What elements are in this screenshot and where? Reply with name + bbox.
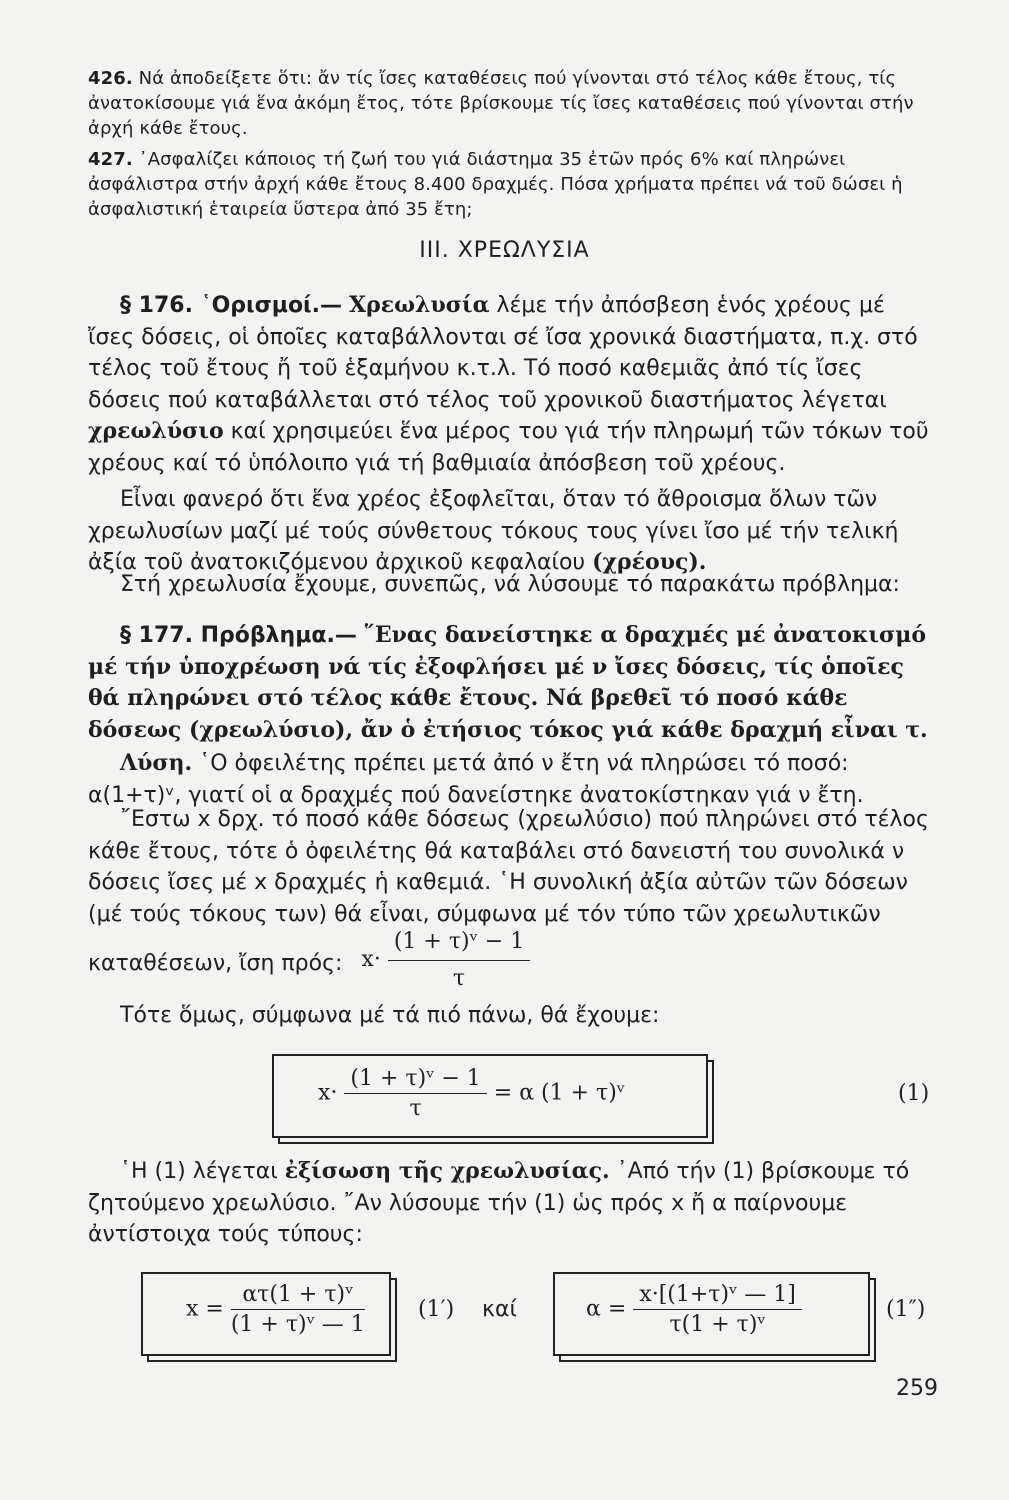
equation-name-paragraph: [88, 1156, 934, 1251]
esto-paragraph: [88, 804, 934, 998]
problem-427-text: ᾿Ασφαλίζει κάποιος τή ζωή του γιά διάστημα 35 ἐτῶν πρός 6% καί πληρώνει ἀσφάλιστρα στήν ἀρχή κάθε ἔτους 8.400 δραχμές. Πόσα χρήματα πρέπει νά τοῦ δώσει ἡ ἀσφαλιστική ἑταιρεία ὕστερα ἀπό 35 ἔτη;: [88, 149, 903, 220]
problem-statement: ῞Ενας δανείστηκε α δραχμές μέ ἀνατοκισμό μέ τήν ὑποχρέωση νά τίς ἐξοφλήσει μέ ν ἴσες δόσεις, τίς ὁποῖες θά πληρώνει στό τέλος κάθε ἔτους. Νά βρεθεῖ τό ποσό κάθε δόσεως (χρεωλύσιο), ἄν ὁ ἐτήσιος τόκος γιά κάθε δραχμή εἶναι τ.: [88, 622, 928, 743]
problem-426-number: 426.: [88, 68, 133, 89]
eq1p-frac-num: ατ(1 + τ)ᵛ: [231, 1282, 365, 1310]
eq1-frac: [344, 1066, 486, 1121]
eq1pp-frac-den: τ(1 + τ)ᵛ: [669, 1312, 766, 1337]
problem-426-text: Νά ἀποδείξετε ὅτι: ἄν τίς ἴσες καταθέσεις πού γίνονται στό τέλος κάθε ἔτους, τίς ἀνατοκίσουμε γιά ἕνα ἀκόμη ἔτος, τότε βρίσκουμε τίς ἴσες καταθέσεις πού γίνονται στήν ἀρχή κάθε ἔτους.: [88, 68, 914, 139]
problem-426: [88, 66, 934, 141]
solution-text: ῾Ο ὀφειλέτης πρέπει μετά ἀπό ν ἔτη νά πληρώσει τό ποσό: α(1+τ)ᵛ, γιατί οἱ α δραχμές πού δανείστηκε ἀνατοκίστηκαν γιά ν ἔτη.: [88, 751, 864, 808]
eq1-x: x·: [318, 1080, 338, 1106]
paragraph-2-end: (χρέους).: [592, 549, 707, 575]
equation-1pp: [586, 1282, 802, 1337]
page-number: 259: [896, 1376, 938, 1401]
eq1p-frac: [231, 1282, 365, 1337]
eq1p-lhs: x =: [186, 1296, 224, 1322]
eq1p-frac-den: (1 + τ)ᵛ — 1: [230, 1312, 365, 1337]
tote-text: Τότε ὅμως, σύμφωνα μέ τά πιό πάνω, θά ἔχουμε:: [120, 1003, 660, 1028]
definition-text-2: καί χρησιμεύει ἕνα μέρος του γιά τήν πληρωμή τῶν τόκων τοῦ χρέους καί τό ὑπόλοιπο γιά τή βαθμιαία ἀπόσβεση τοῦ χρέους.: [88, 419, 929, 476]
section-177-problem: [88, 620, 934, 746]
inline-fraction: [361, 929, 530, 991]
kai-text: καί: [482, 1297, 517, 1322]
inline-frac-den: τ: [452, 965, 466, 991]
paragraph-3-text: Στή χρεωλυσία ἔχουμε, συνεπῶς, νά λύσουμε τό παρακάτω πρόβλημα:: [120, 572, 900, 597]
inline-frac: [388, 926, 530, 994]
eq1pp-frac-num: x·[(1+τ)ᵛ — 1]: [633, 1282, 802, 1310]
term-xreolysio: χρεωλύσιο: [88, 418, 224, 444]
equation-1-label: (1): [898, 1081, 930, 1106]
inline-frac-num: (1 + τ)ᵛ − 1: [388, 926, 530, 961]
eq-name-pre: ῾Η (1) λέγεται: [120, 1159, 278, 1184]
eq1pp-lhs: α =: [586, 1296, 627, 1322]
section-176-definition: [88, 290, 934, 479]
problem-427: [88, 147, 934, 222]
equation-1pp-label: (1″): [886, 1297, 926, 1322]
solution-paragraph: [88, 748, 934, 811]
paragraph-2-text: Εἶναι φανερό ὅτι ἕνα χρέος ἐξοφλεῖται, ὅταν τό ἄθροισμα ὅλων τῶν χρεωλυσίων μαζί μέ τούς σύνθετους τόκους τους γίνει ἴσο μέ τήν τελική ἀξία τοῦ ἀνατοκιζόμενου ἀρχικοῦ κεφαλαίου: [88, 487, 899, 575]
eq1pp-frac: [633, 1282, 802, 1337]
section-176-label: § 176. ῾Ορισμοί.—: [120, 293, 342, 318]
eq-name-post: ᾿Από τήν (1) βρίσκουμε τό ζητούμενο χρεωλύσιο. ῎Αν λύσουμε τήν (1) ὡς πρός x ἤ α παίρνουμε ἀντίστοιχα τούς τύπους:: [88, 1159, 910, 1247]
eq-name: ἐξίσωση τῆς χρεωλυσίας.: [284, 1158, 610, 1184]
equation-1p-label: (1′): [418, 1297, 455, 1322]
eq1-frac-den: τ: [409, 1096, 422, 1121]
esto-text: ῎Εστω x δρχ. τό ποσό κάθε δόσεως (χρεωλύσιο) πού πληρώνει στό τέλος κάθε ἔτους, τότε ὁ ὀφειλέτης θά καταβάλει στό δανειστή του συνολικά ν δόσεις ἴσες μέ x δραχμές ἡ καθεμιά. ῾Η συνολική ἀξία αὐτῶν τῶν δόσεων (μέ τούς τόκους των) θά εἶναι, σύμφωνα μέ τόν τύπο τῶν χρεωλυτικῶν καταθέσεων, ἴση πρός:: [88, 807, 929, 976]
definition-text-1: λέμε τήν ἀπόσβεση ἑνός χρέους μέ ἴσες δόσεις, οἱ ὁποῖες καταβάλλονται σέ ἴσα χρονικά διαστήματα, π.χ. στό τέλος τοῦ ἔτους ἤ τοῦ ἑξαμήνου κ.τ.λ. Τό ποσό καθεμιᾶς ἀπό τίς ἴσες δόσεις πού καταβάλλεται στό τέλος τοῦ χρονικοῦ διαστήματος λέγεται: [88, 293, 918, 413]
tote-paragraph: [88, 1000, 934, 1032]
equation-1p: [186, 1282, 365, 1337]
section-176-paragraph-2: [88, 484, 934, 579]
section-177-label: § 177. Πρόβλημα.—: [120, 623, 357, 648]
term-xreolysia: Χρεωλυσία: [349, 292, 490, 318]
inline-x: x·: [361, 947, 381, 972]
eq1-frac-num: (1 + τ)ᵛ − 1: [344, 1066, 486, 1094]
equation-1: [318, 1066, 625, 1121]
section-title: III. ΧΡΕΩΛΥΣΙΑ: [419, 238, 590, 263]
solution-label: Λύση.: [120, 750, 193, 776]
problem-427-number: 427.: [88, 149, 133, 170]
section-176-paragraph-3: [88, 569, 934, 601]
eq1-rhs: = α (1 + τ)ᵛ: [493, 1080, 626, 1106]
